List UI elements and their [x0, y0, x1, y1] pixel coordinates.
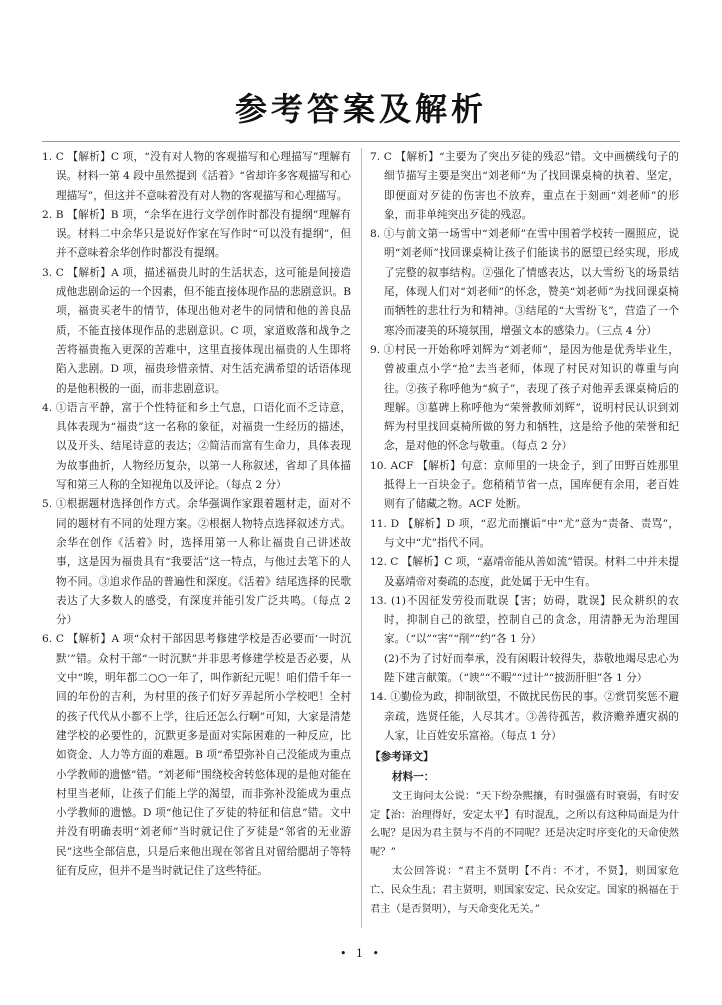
right-column: [370, 148, 679, 928]
answer-item: 11. D 【解析】D 项，“忍尤而攘诟”中“尤”意为“责备、责骂”，与文中“尤”指代不同。: [370, 517, 679, 549]
translation-paragraph: 文王询问太公说：“天下纷杂熙攘，有时强盛有时衰弱，有时安定【治：治理得好，安定太平】有时混乱，之所以有这种局面是为什么呢？是因为君主贤与不肖的不同呢？还是决定时序变化的天命使然呢？”: [370, 789, 679, 859]
translation-subheading: 材料一：: [392, 770, 435, 783]
answer-item: 12. C 【解析】C 项，“嘉靖帝能从善如流”错误。材料二中并未提及嘉靖帝对奏疏的态度，此处属于无中生有。: [370, 556, 679, 588]
translation-paragraph: 太公回答说：“君主不贤明【不肖：不才，不贤】，则国家危亡、民众生乱；君主贤明，则国家安定、民众安定。国家的祸福在于君主（是否贤明），与天命变化无关。”: [370, 864, 679, 915]
answer-item: (2)不为了讨好而奉承，没有闲暇计较得失，恭敬地竭尽忠心为陛下建言献策。（“谀”“不暇”“过计”“披沥肝胆”各 1 分）: [384, 652, 679, 685]
answer-item: 14. ①勤俭为政，抑制欲望，不做扰民伤民的事。②赏罚奖惩不避亲疏，选贤任能，人尽其才。③善待孤苦，救济赡养遭灾祸的人家，让百姓安乐富裕。（每点 1 分）: [370, 691, 679, 742]
column-divider: [361, 148, 362, 928]
answer-item: 8. ①与前文第一场雪中“刘老师”在雪中围着学校转一圈照应，说明“刘老师”找回课桌椅让孩子们能读书的愿望已经实现，形成了完整的叙事结构。②强化了情感表达，以大雪纷飞的场景结尾，体现人们对“刘老师”的怀念，赞美“刘老师”为找回课桌椅而牺牲的悲壮行为和精神。③结尾的“大雪纷飞”，营造了一个寒冷而凄美的环境氛围，增强文本的感染力。（三点 4 分）: [370, 228, 679, 337]
title-rule: [42, 141, 680, 142]
page-number: • 1 •: [340, 947, 382, 960]
page-title: 参考答案及解析: [234, 90, 487, 128]
left-column: [42, 148, 351, 928]
answer-item: 13. (1)不因征发劳役而耽误【害；妨碍，耽误】民众耕织的农时，抑制自己的欲望，控制自己的贪念，用清静无为治理国家。（“以”“害”“削”“约”各 1 分）: [370, 594, 679, 646]
answer-item: 4. ①语言平静，富于个性特征和乡土气息，口语化而不乏诗意，具体表现为“福贵”这一名称的象征，对福贵一生经历的描述，以及开头、结尾诗意的表达；②简洁而富有生命力，具体表现为故事曲折，人物经历复杂，以第一人称叙述，省却了具体描写和第三人称的全知视角以及评论。（每点 2 分）: [42, 401, 351, 492]
answer-item: 6. C 【解析】A 项“众村干部因思考修建学校是否必要而‘一时沉默’”错。众村干部“一时沉默”并非思考修建学校是否必要，从文中“唉，明年都二○○一年了，叫作新纪元呢！咱们借千年一回的年份的吉利，为村里的孩子们好歹弄起所小学校吧！全村的孩子代代从小都不上学，往后还怎么行啊”可知，大家是清楚建学校的必要性的，沉默更多是面对实际困难的一种反应，比如资金、人力等方面的难题。B 项“希望弥补自己没能成为重点小学教师的遗憾”错。“刘老师”围绕校舍转悠体现的是他对能在村里当老师，让孩子们能上学的渴望，而非弥补没能成为重点小学教师的遗憾。D 项“他记住了歹徒的特征和信息”错。文中并没有明确表明“刘老师”当时就记住了歹徒是“邻省的无业游民”这些全部信息，只是后来他出现在邻省且对留给腮胡子等特征有反应，但并不是当时就记住了这些特征。: [42, 633, 351, 877]
answer-item: 9. ①村民一开始称呼刘辉为“刘老师”，是因为他是优秀毕业生，曾被重点小学“抢”去当老师，体现了村民对知识的尊重与向往。②孩子称呼他为“疯子”，表现了孩子对他弄丢课桌椅后的理解。③墓碑上称呼他为“荣誉教师刘辉”，说明村民认识到刘辉为村里找回桌椅所做的努力和牺牲，这是给予他的荣誉和纪念，是对他的怀念与敬重。（每点 2 分）: [370, 343, 679, 453]
answer-item: 3. C 【解析】A 项，描述福贵儿时的生活状态，这可能是间接造成他悲剧命运的一个因素，但不能直接体现作品的悲剧意识。B 项，福贵买老牛的情节，体现出他对老牛的同情和他的善良品质，不能直接体现作品的悲剧意识。C 项，家道败落和战争之苦将福贵拖入更深的苦难中，这里直接体现出福贵的人生即将陷入悲剧。D 项，福贵珍惜亲情、对生活充满希望的话语体现的是他积极的一面，而非悲剧意识。: [42, 266, 351, 395]
answer-item: 5. ①根据题材选择创作方式。余华强调作家跟着题材走，面对不同的题材有不同的处理方案。②根据人物特点选择叙述方式。余华在创作《活着》时，选择用第一人称让福贵自己讲述故事，这是因为福贵具有“我要活”这一特点，与他过去笔下的人物不同。③追求作品的普遍性和深度。《活着》结尾选择的民歌表达了大多数人的感受，有深度并能引发广泛共鸣。（每点 2 分）: [42, 498, 351, 627]
answer-item: 2. B 【解析】B 项，“余华在进行文学创作时都没有提纲”理解有误。材料二中余华只是说好作家在写作时“可以没有提纲”，但并不意味着余华创作时都没有提纲。: [42, 208, 351, 260]
answer-item: 7. C 【解析】“主要为了突出歹徒的残忍”错。文中画横线句子的细节描写主要是突出“刘老师”为了找回课桌椅的执着、坚定，即便面对歹徒的伤害也不放弃，重点在于刻画“刘老师”的形象，而非单纯突出歹徒的残忍。: [370, 151, 679, 221]
answer-item: 1. C 【解析】C 项，“没有对人物的客观描写和心理描写”理解有误。材料一第 4 段中虽然提到《活着》“省却许多客观描写和心理描写”，但这并不意味着没有对人物的客观描写和心理描写。: [42, 151, 351, 202]
translation-heading: 【参考译文】: [370, 751, 434, 764]
answer-item: 10. ACF 【解析】句意：京师里的一块金子，到了田野百姓那里抵得上一百块金子。您稍稍节省一点，国库便有余用，老百姓则有了储藏之物。ACF 处断。: [370, 459, 679, 511]
